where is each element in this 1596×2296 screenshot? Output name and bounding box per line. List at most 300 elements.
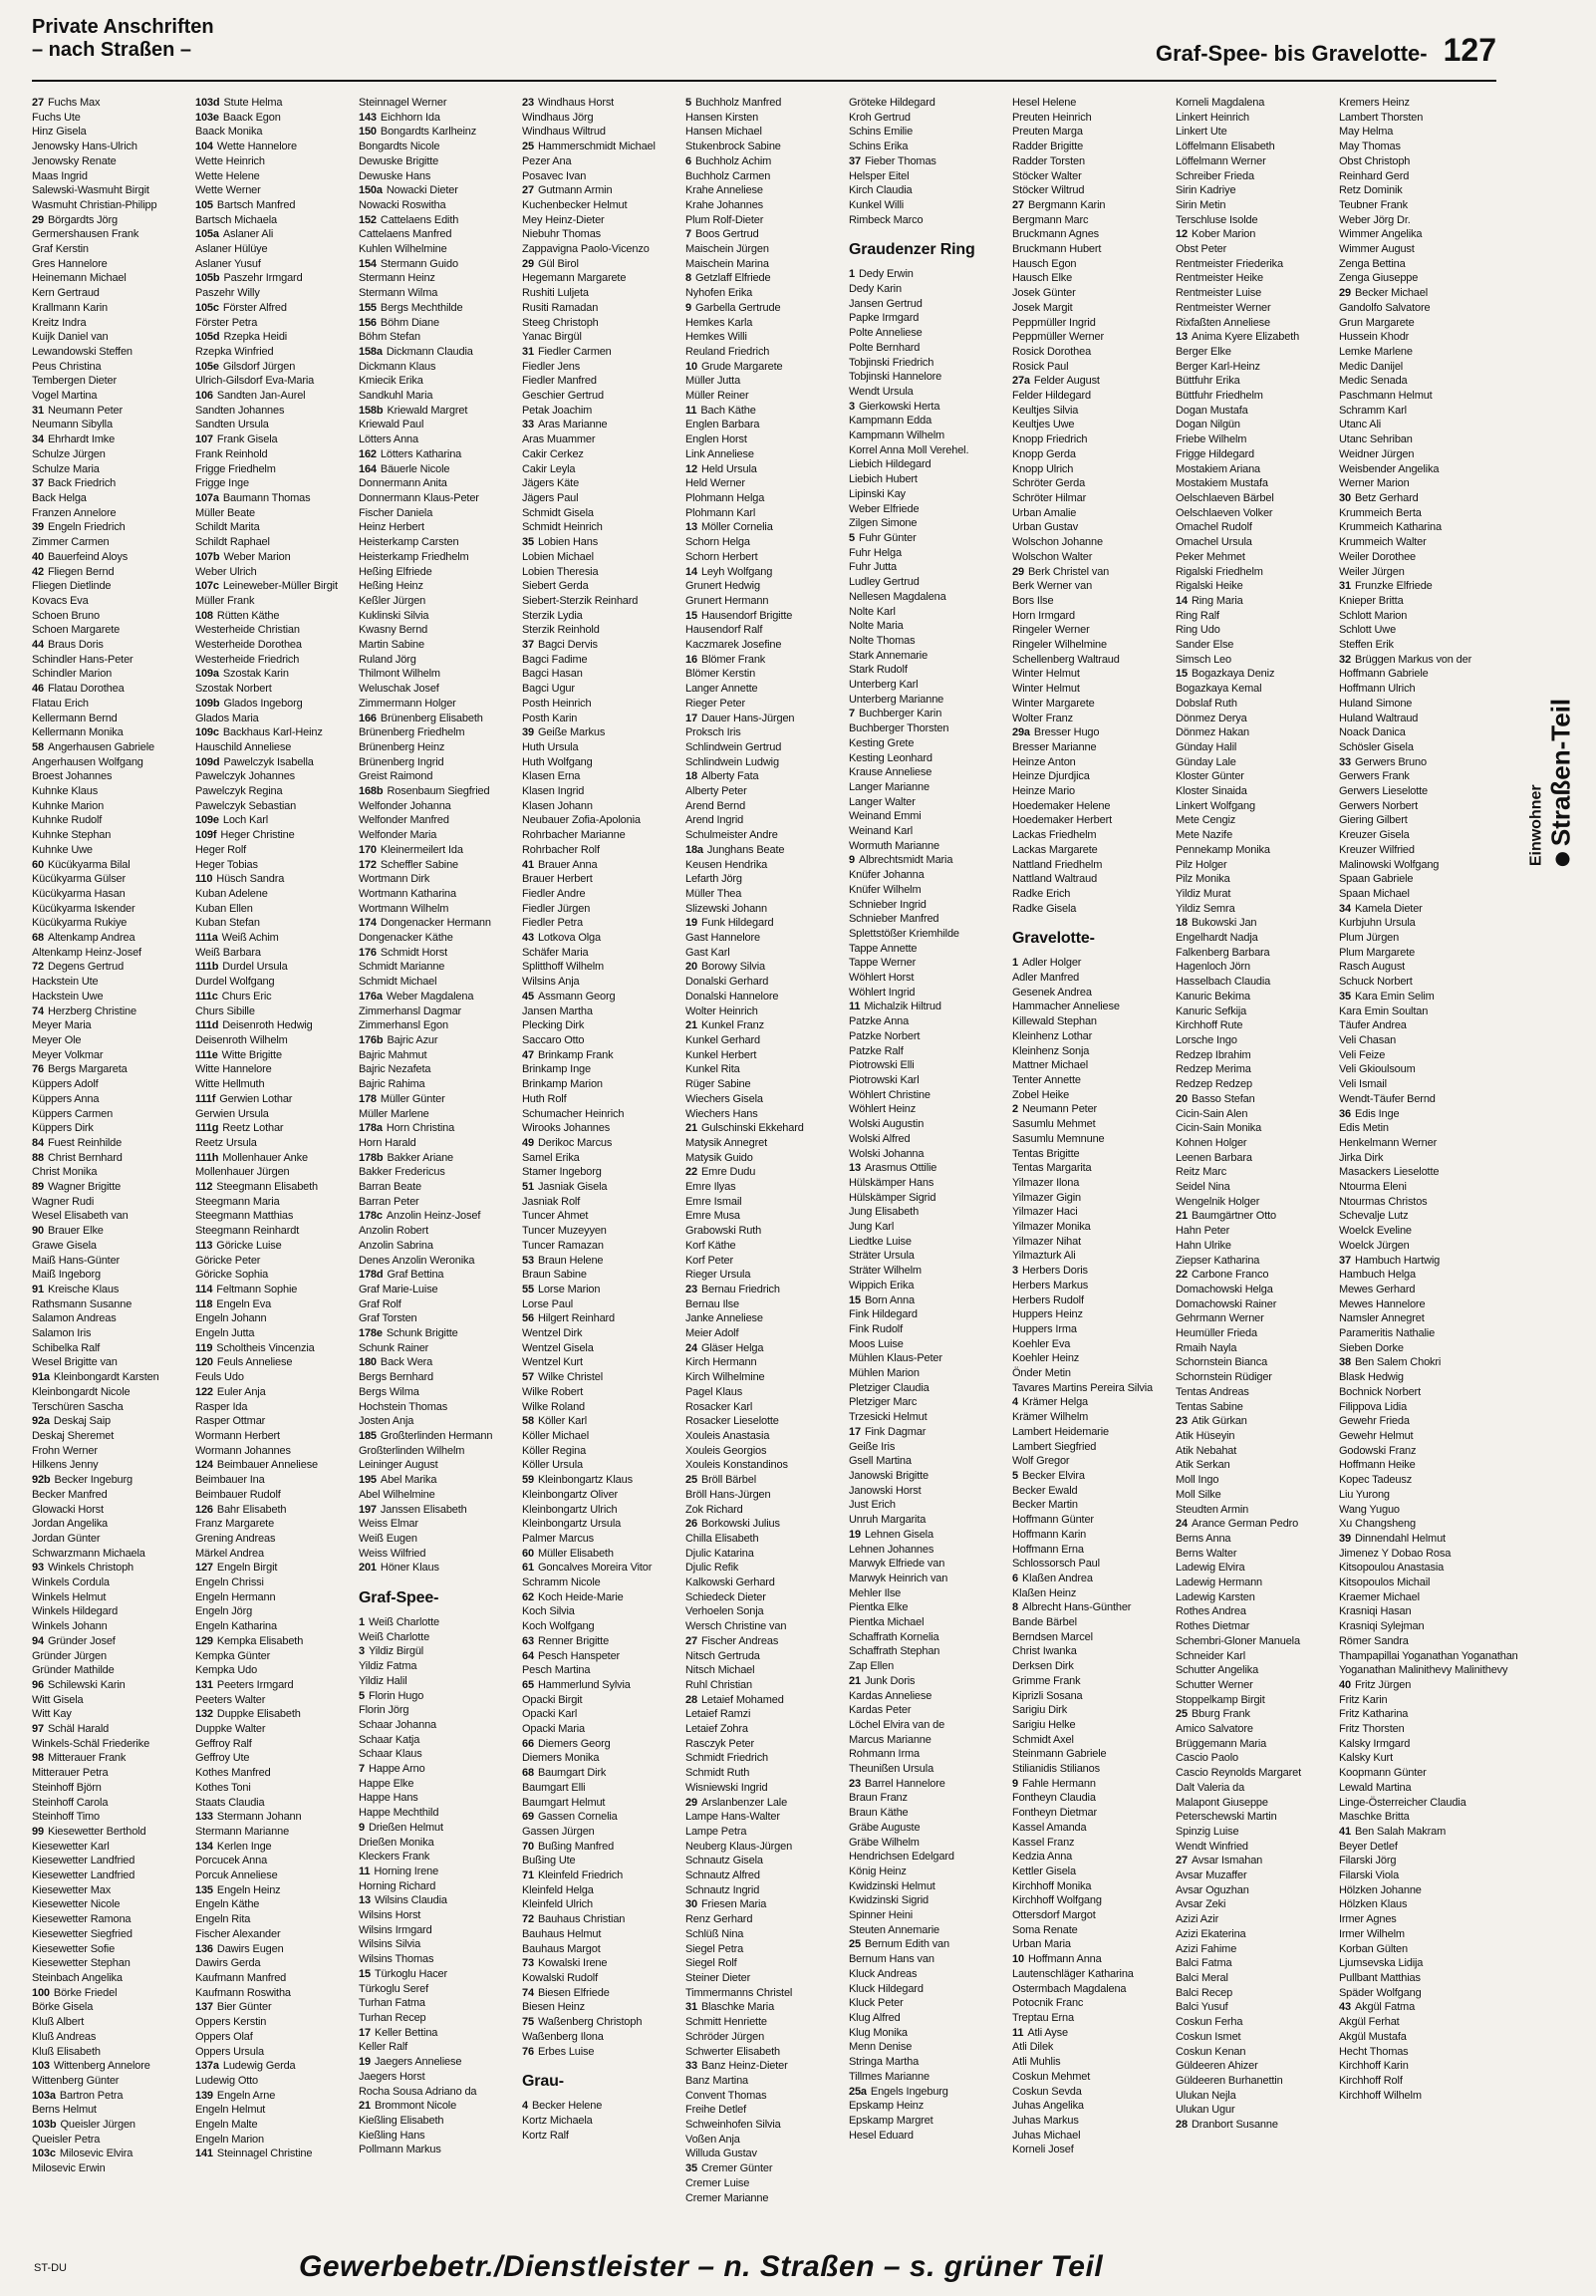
resident-name: Wilsins Silvia bbox=[359, 1938, 421, 1951]
resident-name: Fuchs Ute bbox=[32, 111, 81, 124]
resident-entry bbox=[1176, 1018, 1335, 1033]
resident-name: Wilsins Horst bbox=[359, 1909, 421, 1922]
resident-entry bbox=[522, 520, 681, 535]
resident-entry bbox=[1339, 1547, 1498, 1562]
resident-entry bbox=[522, 755, 681, 770]
resident-entry bbox=[195, 725, 355, 740]
resident-name: Weiler Jürgen bbox=[1339, 565, 1405, 578]
resident-entry bbox=[1012, 1659, 1172, 1674]
resident-name: Wagner Rudi bbox=[32, 1195, 95, 1208]
resident-entry bbox=[849, 956, 1008, 971]
resident-name: Hackstein Ute bbox=[32, 976, 99, 989]
resident-name: Irmer Wilhelm bbox=[1339, 1927, 1405, 1940]
resident-name: Rosacker Karl bbox=[685, 1400, 753, 1413]
house-number: 39 bbox=[522, 726, 534, 739]
resident-entry bbox=[32, 755, 191, 770]
resident-entry bbox=[195, 1883, 355, 1898]
resident-name: Kleinbongardt Karsten bbox=[53, 1371, 159, 1384]
resident-entry bbox=[195, 198, 355, 213]
resident-entry bbox=[849, 1484, 1008, 1499]
house-number: 141 bbox=[195, 2148, 213, 2160]
resident-entry bbox=[359, 1865, 518, 1879]
resident-entry bbox=[1176, 609, 1335, 624]
resident-name: Reetz Lothar bbox=[222, 1122, 284, 1135]
resident-name: Dauer Hans-Jürgen bbox=[700, 712, 795, 724]
house-number: 21 bbox=[1176, 1210, 1188, 1223]
resident-entry bbox=[849, 1161, 1008, 1176]
resident-name: Weiß Charlotte bbox=[368, 1616, 440, 1629]
house-number: 15 bbox=[849, 1293, 861, 1306]
resident-name: Hoffmann Günter bbox=[1012, 1514, 1094, 1527]
resident-entry bbox=[522, 1018, 681, 1033]
resident-entry bbox=[1012, 1469, 1172, 1484]
resident-entry bbox=[1339, 667, 1498, 682]
resident-entry bbox=[1012, 1865, 1172, 1879]
resident-name: Peeters Irmgard bbox=[216, 1678, 294, 1691]
resident-name: Kirchhoff Rolf bbox=[1339, 2074, 1403, 2087]
resident-entry bbox=[849, 1191, 1008, 1206]
resident-entry bbox=[685, 316, 845, 331]
resident-entry bbox=[359, 1952, 518, 1967]
resident-entry bbox=[359, 1121, 518, 1136]
resident-entry bbox=[522, 198, 681, 213]
house-number: 5 bbox=[359, 1689, 365, 1702]
resident-entry bbox=[1339, 1604, 1498, 1619]
resident-name: Korf Käthe bbox=[685, 1239, 736, 1252]
house-number: 10 bbox=[1012, 1953, 1024, 1966]
resident-entry bbox=[195, 799, 355, 814]
resident-entry bbox=[195, 1912, 355, 1927]
resident-name: Brünenberg Ingrid bbox=[359, 755, 444, 768]
resident-name: Adler Holger bbox=[1021, 957, 1082, 970]
resident-name: Herzberg Christine bbox=[47, 1004, 136, 1017]
resident-name: Rusiti Ramadan bbox=[522, 301, 599, 314]
resident-name: Brinkamp Marion bbox=[522, 1078, 603, 1091]
resident-entry bbox=[359, 2129, 518, 2144]
resident-entry bbox=[1176, 1311, 1335, 1326]
resident-entry bbox=[685, 1576, 845, 1590]
resident-name: Akgül Fatma bbox=[1354, 2001, 1416, 2014]
resident-name: Anzolin Sabrina bbox=[359, 1239, 433, 1252]
resident-name: Ostermbach Magdalena bbox=[1012, 1982, 1127, 1995]
resident-name: Letaief Zohra bbox=[685, 1723, 748, 1736]
resident-entry bbox=[522, 125, 681, 140]
resident-name: Malinowski Wolfgang bbox=[1339, 858, 1440, 871]
house-number: 107b bbox=[195, 550, 220, 563]
house-number: 17 bbox=[685, 712, 697, 724]
resident-entry bbox=[195, 1311, 355, 1326]
resident-entry bbox=[195, 1297, 355, 1312]
resident-name: Oppers Olaf bbox=[195, 2030, 253, 2043]
resident-entry bbox=[32, 1062, 191, 1077]
resident-name: Heisterkamp Friedhelm bbox=[359, 550, 469, 563]
house-number: 13 bbox=[849, 1162, 861, 1175]
side-tab-line1: Einwohner bbox=[1527, 784, 1545, 867]
resident-name: Filarski Jörg bbox=[1339, 1855, 1397, 1867]
resident-name: Splettstößer Kriemhilde bbox=[849, 927, 959, 940]
resident-entry bbox=[195, 1048, 355, 1063]
resident-name: Müller Beate bbox=[195, 506, 255, 519]
resident-entry bbox=[195, 975, 355, 990]
resident-name: Steegmann Matthias bbox=[195, 1210, 294, 1223]
resident-name: Xu Changsheng bbox=[1339, 1518, 1416, 1531]
resident-name: Kießling Elisabeth bbox=[359, 2114, 444, 2127]
resident-entry bbox=[522, 418, 681, 432]
resident-name: Schoen Margarete bbox=[32, 624, 121, 637]
resident-name: Schlüß Nina bbox=[685, 1927, 744, 1940]
resident-entry bbox=[359, 227, 518, 242]
resident-name: Patzke Ralf bbox=[849, 1044, 904, 1057]
house-number: 2 bbox=[1012, 1103, 1018, 1116]
resident-name: Peppmüller Ingrid bbox=[1012, 316, 1096, 329]
resident-name: Pientka Michael bbox=[849, 1616, 925, 1629]
resident-name: Huth Ursula bbox=[522, 740, 579, 753]
resident-name: May Thomas bbox=[1339, 141, 1401, 153]
resident-name: Hansen Michael bbox=[685, 126, 762, 139]
resident-entry bbox=[1012, 1996, 1172, 2011]
resident-entry bbox=[522, 1693, 681, 1708]
resident-entry bbox=[359, 154, 518, 169]
resident-entry bbox=[32, 858, 191, 873]
resident-name: Krummeich Berta bbox=[1339, 506, 1422, 519]
resident-name: Dongenacker Käthe bbox=[359, 932, 453, 945]
house-number: 176b bbox=[359, 1034, 384, 1046]
resident-entry bbox=[849, 1689, 1008, 1704]
resident-entry bbox=[32, 1840, 191, 1855]
resident-name: Schulmeister Andre bbox=[685, 829, 778, 842]
resident-name: Heger Rolf bbox=[195, 843, 247, 856]
resident-name: Schiedeck Dieter bbox=[685, 1590, 766, 1603]
resident-name: Hammerlund Sylvia bbox=[537, 1678, 631, 1691]
resident-name: Knieper Britta bbox=[1339, 594, 1404, 607]
resident-entry bbox=[359, 550, 518, 565]
resident-entry bbox=[1339, 1912, 1498, 1927]
house-number: 5 bbox=[1012, 1469, 1018, 1482]
resident-name: Steinhoff Timo bbox=[32, 1811, 101, 1824]
resident-entry bbox=[685, 1781, 845, 1796]
resident-entry bbox=[32, 799, 191, 814]
resident-name: Peker Mehmet bbox=[1176, 550, 1245, 563]
resident-entry bbox=[849, 1996, 1008, 2011]
resident-name: Seidel Nina bbox=[1176, 1181, 1230, 1194]
resident-entry bbox=[32, 257, 191, 272]
resident-entry bbox=[1012, 1351, 1172, 1366]
house-number: 9 bbox=[685, 301, 691, 314]
resident-entry bbox=[685, 1663, 845, 1678]
resident-name: Schnautz Ingrid bbox=[685, 1883, 760, 1896]
resident-name: Fiedler Jens bbox=[522, 360, 581, 373]
resident-entry bbox=[1339, 1180, 1498, 1195]
resident-entry bbox=[32, 2133, 191, 2148]
resident-name: Hoedemaker Herbert bbox=[1012, 814, 1113, 827]
resident-name: Spaan Gabriele bbox=[1339, 873, 1414, 886]
resident-entry bbox=[32, 843, 191, 858]
resident-name: Josek Günter bbox=[1012, 287, 1076, 300]
resident-entry bbox=[32, 1634, 191, 1649]
resident-name: Klug Alfred bbox=[849, 2012, 901, 2024]
house-number: 47 bbox=[522, 1048, 534, 1061]
resident-name: Krämer Wilhelm bbox=[1012, 1411, 1089, 1424]
resident-name: Piotrowski Karl bbox=[849, 1074, 920, 1086]
resident-name: Pagel Klaus bbox=[685, 1385, 743, 1398]
resident-name: Rosick Paul bbox=[1012, 360, 1069, 373]
resident-name: Schnautz Alfred bbox=[685, 1869, 760, 1882]
resident-name: Ehrhardt Imke bbox=[47, 433, 116, 446]
resident-entry bbox=[522, 682, 681, 697]
resident-entry bbox=[1339, 784, 1498, 799]
house-number: 15 bbox=[1176, 668, 1188, 681]
resident-entry bbox=[359, 418, 518, 432]
resident-entry bbox=[1339, 1840, 1498, 1855]
resident-entry bbox=[32, 213, 191, 228]
resident-entry bbox=[1176, 712, 1335, 726]
resident-name: Maiß Ingeborg bbox=[32, 1269, 101, 1282]
resident-entry bbox=[849, 1747, 1008, 1762]
house-number: 156 bbox=[359, 316, 377, 329]
resident-entry bbox=[1012, 843, 1172, 858]
resident-name: Grimme Frank bbox=[1012, 1674, 1081, 1687]
resident-name: Franzen Annelore bbox=[32, 506, 117, 519]
resident-entry bbox=[685, 1429, 845, 1444]
resident-name: Jasniak Rolf bbox=[522, 1195, 581, 1208]
resident-entry bbox=[685, 1956, 845, 1971]
resident-entry bbox=[1176, 1517, 1335, 1532]
resident-entry bbox=[359, 784, 518, 799]
resident-name: Bergmann Karin bbox=[1027, 198, 1106, 211]
resident-name: Kalsky Irmgard bbox=[1339, 1737, 1411, 1750]
resident-entry bbox=[1176, 535, 1335, 550]
resident-entry bbox=[1176, 1663, 1335, 1678]
resident-entry bbox=[195, 1503, 355, 1518]
resident-entry bbox=[1012, 1293, 1172, 1308]
resident-entry bbox=[1339, 389, 1498, 404]
resident-name: Schunk Brigitte bbox=[386, 1327, 458, 1340]
resident-entry bbox=[1339, 887, 1498, 902]
resident-name: Friesen Maria bbox=[700, 1898, 767, 1911]
resident-name: Veli Chasan bbox=[1339, 1034, 1397, 1046]
resident-entry bbox=[32, 725, 191, 740]
resident-name: Grawe Gisela bbox=[32, 1239, 97, 1252]
resident-name: Lehnen Gisela bbox=[864, 1528, 933, 1541]
resident-name: Mey Heinz-Dieter bbox=[522, 213, 605, 226]
resident-entry bbox=[195, 476, 355, 491]
resident-name: Josek Margit bbox=[1012, 301, 1073, 314]
resident-entry bbox=[359, 1429, 518, 1444]
house-number: 90 bbox=[32, 1225, 44, 1238]
resident-name: Kluck Hildegard bbox=[849, 1982, 924, 1995]
resident-name: Waßenberg Ilona bbox=[522, 2030, 604, 2043]
resident-name: Graf Bettina bbox=[387, 1269, 444, 1282]
resident-name: Berger Elke bbox=[1176, 345, 1231, 358]
resident-name: Happe Arno bbox=[368, 1763, 425, 1776]
resident-entry bbox=[685, 682, 845, 697]
resident-name: Nolte Maria bbox=[849, 620, 904, 633]
resident-name: Börke Friedel bbox=[53, 1986, 118, 1999]
resident-name: Göricke Sophia bbox=[195, 1269, 269, 1282]
resident-name: Zimmermann Holger bbox=[359, 697, 456, 710]
street-heading: Gravelotte- bbox=[1012, 930, 1095, 948]
resident-name: Aslaner Yusuf bbox=[195, 257, 261, 270]
resident-entry bbox=[685, 1370, 845, 1385]
resident-name: Juhas Michael bbox=[1012, 2129, 1081, 2142]
resident-entry bbox=[849, 282, 1008, 297]
house-number: 91 bbox=[32, 1283, 44, 1295]
house-number: 37 bbox=[849, 154, 861, 167]
resident-name: Knopp Gerda bbox=[1012, 447, 1076, 460]
resident-name: Yildiz Fatma bbox=[359, 1660, 417, 1673]
resident-entry bbox=[685, 1796, 845, 1811]
resident-entry bbox=[195, 1151, 355, 1166]
house-number: 72 bbox=[522, 1913, 534, 1926]
resident-name: Gres Hannelore bbox=[32, 257, 108, 270]
resident-name: Meyer Maria bbox=[32, 1019, 92, 1032]
resident-name: Kalkowski Gerhard bbox=[685, 1577, 775, 1589]
resident-entry bbox=[849, 824, 1008, 839]
resident-entry bbox=[1339, 1634, 1498, 1649]
resident-name: Mollenhauer Jürgen bbox=[195, 1166, 290, 1179]
resident-name: Bernum Hans van bbox=[849, 1953, 934, 1966]
resident-name: Schmidt Marianne bbox=[359, 961, 445, 974]
house-number: 26 bbox=[685, 1518, 697, 1531]
resident-entry bbox=[1339, 1165, 1498, 1180]
resident-entry bbox=[1339, 1810, 1498, 1825]
resident-entry bbox=[32, 1942, 191, 1957]
resident-name: Gehrmann Werner bbox=[1176, 1312, 1264, 1325]
resident-entry bbox=[849, 2070, 1008, 2085]
resident-entry bbox=[522, 447, 681, 462]
directory-column bbox=[1339, 96, 1518, 2242]
resident-name: Biesen Elfriede bbox=[537, 1986, 610, 1999]
header-rule bbox=[32, 80, 1496, 82]
resident-name: Kirchhoff Rute bbox=[1176, 1019, 1243, 1032]
resident-entry bbox=[1339, 1151, 1498, 1166]
resident-name: Funk Hildegard bbox=[700, 917, 774, 930]
resident-entry bbox=[1176, 858, 1335, 873]
resident-name: Linkert Wolfgang bbox=[1176, 799, 1255, 812]
resident-entry bbox=[195, 286, 355, 301]
resident-entry bbox=[1176, 813, 1335, 828]
resident-name: Kiesewetter Siegfried bbox=[32, 1927, 133, 1940]
resident-entry bbox=[1176, 2030, 1335, 2045]
resident-entry bbox=[32, 2147, 191, 2161]
resident-entry bbox=[522, 1781, 681, 1796]
resident-entry bbox=[1176, 638, 1335, 653]
resident-name: Baack Monika bbox=[195, 126, 263, 139]
resident-name: Medic Senada bbox=[1339, 375, 1408, 388]
resident-name: Steinhoff Carola bbox=[32, 1796, 109, 1809]
resident-entry bbox=[1339, 902, 1498, 917]
resident-entry bbox=[849, 2026, 1008, 2041]
resident-entry bbox=[1176, 1326, 1335, 1341]
resident-name: Berk Werner van bbox=[1012, 580, 1093, 593]
house-number: 21 bbox=[359, 2100, 371, 2113]
resident-entry bbox=[195, 2059, 355, 2074]
resident-name: Schaffrath Stephan bbox=[849, 1645, 940, 1658]
resident-entry bbox=[1339, 1283, 1498, 1297]
resident-name: Schnieber Ingrid bbox=[849, 898, 927, 911]
resident-name: Engeln Jörg bbox=[195, 1605, 253, 1618]
section-title bbox=[32, 16, 214, 62]
resident-name: Stermann Wilma bbox=[359, 287, 438, 300]
resident-name: Jordan Angelika bbox=[32, 1518, 109, 1531]
resident-entry bbox=[849, 765, 1008, 780]
resident-entry bbox=[685, 1283, 845, 1297]
resident-entry bbox=[1176, 1796, 1335, 1811]
resident-entry bbox=[1012, 140, 1172, 154]
resident-entry bbox=[1339, 1444, 1498, 1459]
house-number: 40 bbox=[1339, 1678, 1351, 1691]
resident-name: Jung Karl bbox=[849, 1221, 895, 1234]
resident-entry bbox=[685, 1341, 845, 1356]
resident-entry bbox=[1176, 345, 1335, 360]
resident-entry bbox=[1339, 1576, 1498, 1590]
resident-entry bbox=[1339, 1341, 1498, 1356]
resident-entry bbox=[685, 1693, 845, 1708]
resident-entry bbox=[1012, 1337, 1172, 1352]
resident-entry bbox=[1012, 242, 1172, 257]
resident-entry bbox=[359, 579, 518, 594]
resident-name: Redzep Merima bbox=[1176, 1063, 1251, 1076]
house-number: 60 bbox=[32, 858, 44, 871]
resident-entry bbox=[1176, 946, 1335, 961]
resident-entry bbox=[195, 1077, 355, 1092]
resident-name: Dongenacker Hermann bbox=[380, 917, 491, 930]
resident-entry bbox=[1176, 330, 1335, 345]
resident-name: Scheffler Sabine bbox=[380, 858, 459, 871]
resident-entry bbox=[32, 2161, 191, 2176]
resident-name: Linkert Heinrich bbox=[1176, 111, 1250, 124]
resident-entry bbox=[522, 2015, 681, 2030]
resident-entry bbox=[849, 1879, 1008, 1894]
resident-entry bbox=[1339, 476, 1498, 491]
resident-entry bbox=[32, 872, 191, 887]
resident-entry bbox=[195, 491, 355, 506]
resident-name: Weber Elfriede bbox=[849, 502, 920, 515]
resident-entry bbox=[1339, 1092, 1498, 1107]
house-number: 29 bbox=[1339, 287, 1351, 300]
resident-entry bbox=[685, 301, 845, 316]
resident-name: Fieber Thomas bbox=[864, 154, 936, 167]
house-number: 98 bbox=[32, 1752, 44, 1765]
resident-entry bbox=[1176, 1737, 1335, 1752]
directory-column bbox=[32, 96, 191, 2242]
resident-entry bbox=[685, 1033, 845, 1048]
resident-entry bbox=[522, 2000, 681, 2015]
resident-entry bbox=[685, 1649, 845, 1664]
resident-name: Marwyk Elfriede van bbox=[849, 1558, 945, 1571]
resident-entry bbox=[522, 638, 681, 653]
resident-entry bbox=[849, 96, 1008, 111]
resident-entry bbox=[1012, 1908, 1172, 1923]
resident-name: Rzepka Winfried bbox=[195, 345, 274, 358]
resident-entry bbox=[685, 858, 845, 873]
resident-name: Wette Hannelore bbox=[216, 141, 298, 153]
resident-entry bbox=[849, 429, 1008, 443]
resident-entry bbox=[32, 1355, 191, 1370]
resident-name: Kirchhoff Wilhelm bbox=[1339, 2089, 1422, 2102]
resident-entry bbox=[849, 780, 1008, 795]
resident-name: Gewehr Frieda bbox=[1339, 1415, 1410, 1428]
resident-entry bbox=[32, 712, 191, 726]
resident-entry bbox=[1012, 1029, 1172, 1044]
resident-name: Lambert Heidemarie bbox=[1012, 1425, 1109, 1438]
resident-name: Kirchhoff Karin bbox=[1339, 2060, 1409, 2073]
resident-name: Kirch Claudia bbox=[849, 184, 913, 197]
resident-entry bbox=[1176, 476, 1335, 491]
resident-entry bbox=[195, 1649, 355, 1664]
resident-entry bbox=[1012, 1600, 1172, 1615]
resident-name: Samel Erika bbox=[522, 1151, 580, 1164]
